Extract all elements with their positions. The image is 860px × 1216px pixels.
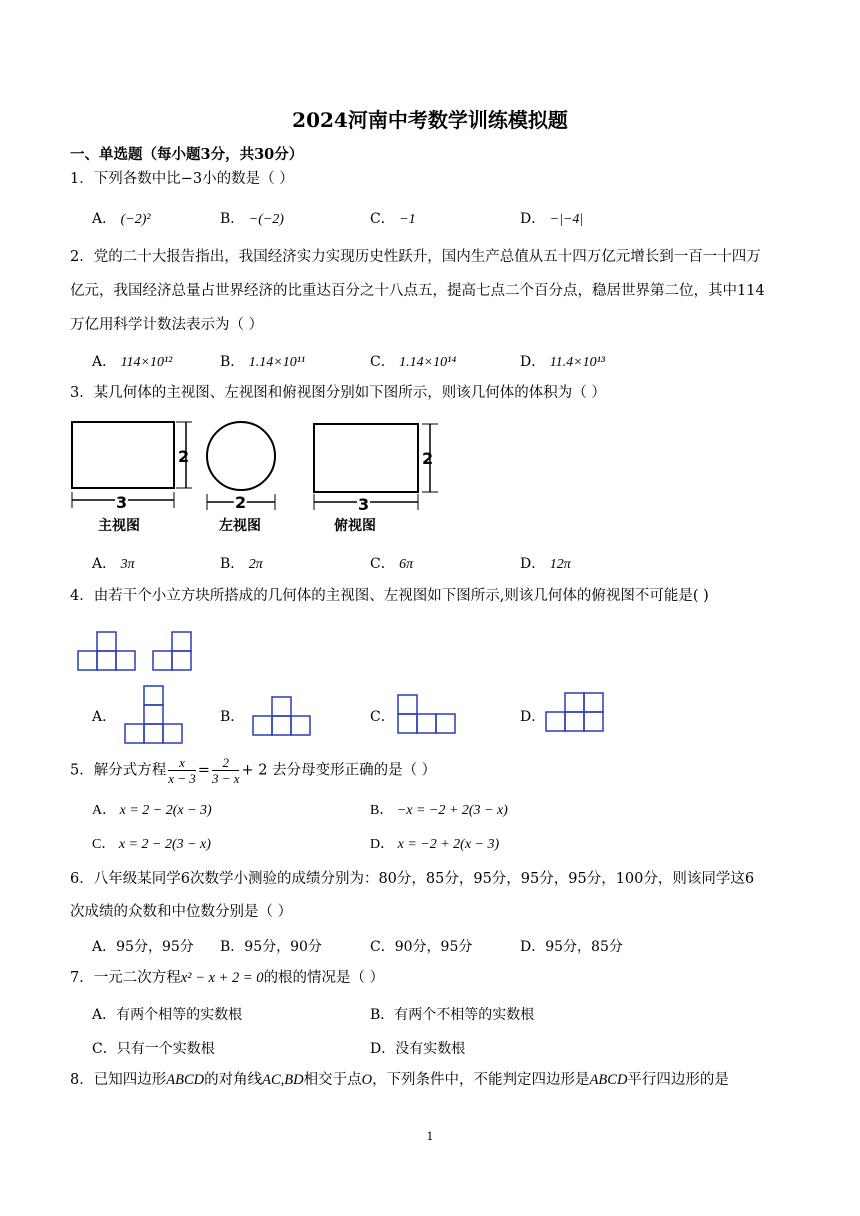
q5-option-c: C． x = 2 − 2(3 − x): [92, 837, 211, 852]
q3-option-d: D． 12π: [520, 556, 571, 572]
q6-option-a: A．95分，95分: [92, 939, 194, 955]
q1-option-d: D． −|−4|: [520, 211, 584, 227]
q1-option-a: A． (−2)²: [92, 211, 151, 227]
q4-stem: 4．由若干个小立方块所搭成的几何体的主视图、左视图如下图所示,则该几何体的俯视图不可能是( ): [70, 588, 709, 604]
q3-three-views-figure: [64, 416, 454, 538]
section-heading: 一、单选题（每小题3分，共30分）: [70, 146, 304, 163]
q3-stem: 3．某几何体的主视图、左视图和俯视图分别如下图所示，则该几何体的体积为（ ）: [70, 385, 606, 401]
q5-option-d: D． x = −2 + 2(x − 3): [370, 837, 500, 852]
q6-option-d: D．95分，85分: [520, 939, 623, 955]
q6-option-c: C．90分，95分: [370, 939, 473, 955]
q2-option-d: D． 11.4×10¹³: [520, 354, 605, 370]
q4-option-c-figure: [394, 692, 460, 736]
q5-fraction-2: $\frac{2}{3 - x}$: [211, 755, 240, 786]
q8-stem: 8．已知四边形ABCD的对角线AC,BD相交于点O，下列条件中，不能判定四边形是ABCD平行四边形的是: [70, 1072, 729, 1088]
q6-line2: 次成绩的众数和中位数分别是（ ）: [70, 904, 293, 920]
q5-option-a: A． x = 2 − 2(x − 3): [92, 803, 212, 818]
q4-given-views-figure: [70, 628, 200, 672]
q4-option-b-label: B．: [220, 709, 245, 725]
left-view-circle: [207, 422, 275, 490]
q5-option-b: B． −x = −2 + 2(3 − x): [370, 803, 508, 818]
q7-option-d: D．没有实数根: [370, 1041, 466, 1057]
top-view-depth-label: 2: [422, 449, 434, 468]
q2-line2: 亿元，我国经济总量占世界经济的比重达百分之十八点五，提高七点二个百分点，稳居世界第二位，其中114: [70, 283, 765, 299]
main-view-width-label: 3: [116, 493, 128, 512]
q7-option-a: A．有两个相等的实数根: [92, 1007, 243, 1023]
q5-fraction-1: $\frac{x}{x - 3}$: [168, 755, 196, 786]
top-view-caption: 俯视图: [334, 518, 376, 534]
left-view-width-label: 2: [235, 493, 247, 512]
q6-option-b: B．95分，90分: [220, 939, 322, 955]
q7-stem: 7．一元二次方程x² − x + 2 = 0的根的情况是（ ）: [70, 970, 385, 986]
q3-option-c: C． 6π: [370, 556, 414, 572]
page-number: 1: [426, 1130, 434, 1143]
q2-line1: 2．党的二十大报告指出，我国经济实力实现历史性跃升，国内生产总值从五十四万亿元增长到一百一十四万: [70, 249, 761, 265]
q2-line3: 万亿用科学计数法表示为（ ）: [70, 317, 264, 333]
q2-option-c: C． 1.14×10¹⁴: [370, 354, 457, 370]
page-title: 2024河南中考数学训练模拟题: [292, 108, 568, 132]
q1-option-c: C． −1: [370, 211, 416, 227]
q7-option-b: B．有两个不相等的实数根: [370, 1007, 535, 1023]
q7-option-c: C．只有一个实数根: [92, 1041, 215, 1057]
q1-stem: 1．下列各数中比−3小的数是（ ）: [70, 171, 294, 187]
left-view-caption: 左视图: [219, 518, 261, 534]
q1-option-b: B． −(−2): [220, 211, 284, 227]
q3-option-b: B． 2π: [220, 556, 263, 572]
main-view-rect: [72, 422, 174, 488]
q4-option-d-label: D．: [520, 709, 546, 725]
q4-option-b-figure: [250, 694, 316, 738]
q3-option-a: A． 3π: [92, 556, 135, 572]
q4-option-a-figure: [122, 684, 188, 746]
top-view-rect: [314, 424, 418, 492]
q4-option-a-label: A．: [92, 709, 117, 725]
main-view-caption: 主视图: [98, 518, 140, 534]
top-view-width-label: 3: [358, 495, 370, 514]
q6-line1: 6．八年级某同学6次数学小测验的成绩分别为：80分，85分，95分，95分，95分，100分，则该同学这6: [70, 871, 755, 887]
q2-option-b: B． 1.14×10¹¹: [220, 354, 306, 370]
q2-option-a: A． 114×10¹²: [92, 354, 173, 370]
main-view-height-label: 2: [178, 447, 190, 466]
q4-option-c-label: C．: [370, 709, 395, 725]
q4-option-d-figure: [544, 690, 610, 736]
q5-stem: 5．解分式方程 $\frac{x}{x - 3}$ = $\frac{2}{3 - x}$ + 2 去分母变形正确的是（ ）: [70, 755, 437, 786]
